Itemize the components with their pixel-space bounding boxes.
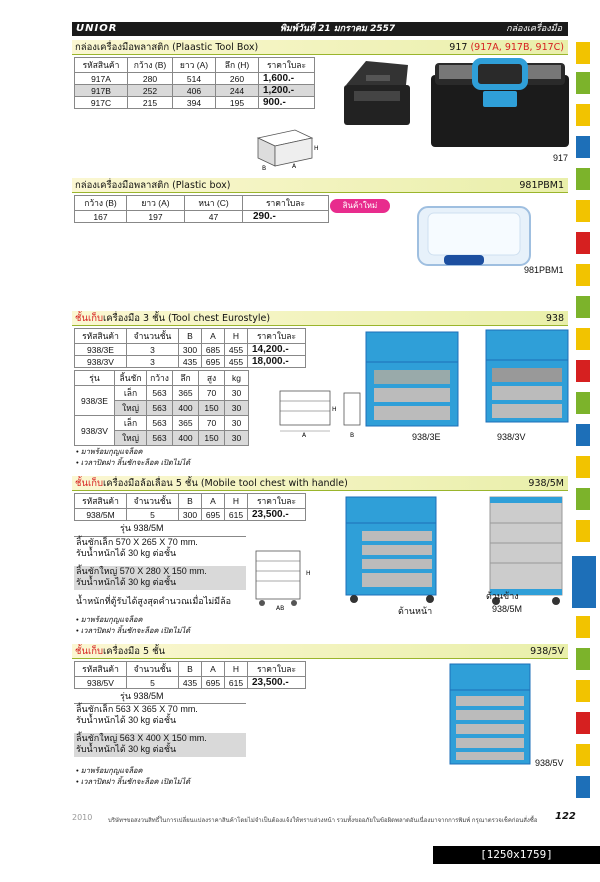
mobile-chest-front-image <box>338 493 450 605</box>
cell: ใหญ่ <box>115 401 147 416</box>
cell: 260 <box>216 73 259 85</box>
image-label: ด้านหน้า <box>398 606 433 616</box>
side-tab-active[interactable] <box>572 556 596 608</box>
spec-line: ลิ้นชักเล็ก 570 X 265 X 70 mm. <box>76 537 198 547</box>
cell: 938/5V <box>75 677 127 689</box>
watermark: [1250x1759] http://upic.me/ <box>433 846 600 864</box>
cell: 30 <box>225 416 249 431</box>
table-row <box>75 356 306 368</box>
price-cell: 1,600.- <box>259 73 315 85</box>
cell: 300 <box>179 509 202 521</box>
col-header: B <box>179 662 202 677</box>
spec-block <box>74 733 246 757</box>
cell: 215 <box>128 97 173 109</box>
cell: 685 <box>202 344 225 356</box>
note-text: เวลาปิดฝา ลิ้นชักจะล็อค เปิดไม่ได้ <box>80 626 191 635</box>
cell: 917B <box>75 85 128 97</box>
note: • มาพร้อมกุญแจล็อค <box>76 615 143 624</box>
section-title-highlight: ชั้นเก็บ <box>75 478 103 489</box>
cell: 400 <box>173 401 199 416</box>
col-header: รหัสสินค้า <box>75 662 127 677</box>
cell: 938/3V <box>75 416 115 446</box>
cell: 938/3V <box>75 356 127 368</box>
side-tab[interactable] <box>576 520 590 542</box>
cell: 406 <box>173 85 216 97</box>
cell: 70 <box>199 416 225 431</box>
col-header: B <box>179 329 202 344</box>
section-title: เครื่องมือ 3 ชั้น (Tool chest Eurostyle) <box>102 313 271 324</box>
cell: 455 <box>225 344 248 356</box>
spec-block <box>74 703 246 727</box>
cell: เล็ก <box>115 386 147 401</box>
price-cell: 900.- <box>259 97 315 109</box>
svg-text:H: H <box>314 145 319 152</box>
cell: เล็ก <box>115 416 147 431</box>
note: • เวลาปิดฝา ลิ้นชักจะล็อค เปิดไม่ได้ <box>76 458 191 467</box>
section-917-header <box>72 40 568 55</box>
image-label: ด้านข้าง <box>486 591 519 601</box>
cell: 365 <box>173 416 199 431</box>
image-label: 981PBM1 <box>524 265 564 275</box>
cell: 563 <box>147 416 173 431</box>
table-row <box>75 344 306 356</box>
side-tab[interactable] <box>576 392 590 414</box>
cell: 938/3E <box>75 344 127 356</box>
cell: 563 <box>147 386 173 401</box>
svg-text:H: H <box>306 570 311 577</box>
side-tab[interactable] <box>576 232 590 254</box>
cell: 563 <box>147 401 173 416</box>
cell: 30 <box>225 386 249 401</box>
price-cell: 1,200.- <box>259 85 315 97</box>
side-tab[interactable] <box>576 424 590 446</box>
col-header: ราคาใบละ <box>248 329 306 344</box>
toolbox-917-image <box>425 55 575 155</box>
col-header: รหัสสินค้า <box>75 329 127 344</box>
section-title: กล่องเครื่องมือพลาสติก (Plaastic Tool Box) <box>75 42 259 53</box>
col-header: A <box>202 329 225 344</box>
col-header: ราคาใบละ <box>248 662 306 677</box>
open-toolbox-image <box>336 55 418 133</box>
side-tab[interactable] <box>576 648 590 670</box>
col-header: กว้าง (B) <box>75 196 127 211</box>
cell: 3 <box>127 356 179 368</box>
image-label: 938/5M <box>492 604 523 614</box>
side-tab[interactable] <box>576 136 590 158</box>
section-code: 938/5M <box>528 478 564 489</box>
section-938-header <box>72 311 568 326</box>
cell: 30 <box>225 431 249 446</box>
section-code: 938/5V <box>530 646 564 657</box>
col-header: ลึก (H) <box>216 58 259 73</box>
col-header: กว้าง (B) <box>128 58 173 73</box>
price-cell: 23,500.- <box>248 509 306 521</box>
svg-text:A: A <box>292 163 297 170</box>
cell: 695 <box>202 509 225 521</box>
side-tab[interactable] <box>576 488 590 510</box>
spec-block <box>74 566 246 590</box>
col-header: B <box>179 494 202 509</box>
section-981pbm1-header <box>72 178 568 193</box>
page-header <box>72 22 568 36</box>
tool-chest-938-3v-image <box>478 328 576 428</box>
cell: 70 <box>199 386 225 401</box>
note: • เวลาปิดฝา ลิ้นชักจะล็อค เปิดไม่ได้ <box>76 626 191 635</box>
spec-line: น้ำหนักที่ตู้รับได้สูงสุดคำนวณเมื่อไม่มีล้อ <box>76 596 232 606</box>
side-tab[interactable] <box>576 744 590 766</box>
side-tab[interactable] <box>576 296 590 318</box>
side-tab[interactable] <box>576 616 590 638</box>
cell: 938/5M <box>75 509 127 521</box>
side-tabs <box>576 0 600 864</box>
cell: 197 <box>127 211 185 223</box>
side-tab[interactable] <box>576 42 590 64</box>
col-header: หนา (C) <box>185 196 243 211</box>
brand-logo: UNIOR <box>76 23 118 34</box>
svg-text:B: B <box>350 432 355 439</box>
side-tab[interactable] <box>576 776 590 798</box>
col-header: A <box>202 662 225 677</box>
plastic-box-image <box>410 197 538 277</box>
cell: 150 <box>199 431 225 446</box>
model-label: รุ่น 938/5M <box>120 691 164 701</box>
col-header: ราคาใบละ <box>248 494 306 509</box>
new-product-badge: สินค้าใหม่ <box>330 199 390 213</box>
cell: 917C <box>75 97 128 109</box>
cell: 615 <box>225 677 248 689</box>
page-number: 122 <box>555 811 576 822</box>
category-title: กล่องเครื่องมือ <box>506 24 562 34</box>
toolbox-diagram <box>250 118 320 172</box>
spec-line: ลิ้นชักเล็ก 563 X 365 X 70 mm. <box>76 704 198 714</box>
col-header: ราคาใบละ <box>259 58 315 73</box>
table-row <box>75 416 249 431</box>
section-938-5v-header <box>72 644 568 659</box>
spec-line: รับน้ำหนักได้ 30 kg ต่อชั้น <box>76 577 177 587</box>
col-header: ราคาใบละ <box>243 196 329 211</box>
spec-block <box>74 536 246 560</box>
section-title-highlight: ชั้นเก็บ <box>75 313 103 324</box>
side-tab[interactable] <box>576 328 590 350</box>
image-label: 938/3E <box>412 432 441 442</box>
cell: 252 <box>128 85 173 97</box>
spec-line: ลิ้นชักใหญ่ 563 X 400 X 150 mm. <box>76 733 207 743</box>
col-header: กว้าง <box>147 371 173 386</box>
section-code: 938 <box>545 313 564 324</box>
side-tab[interactable] <box>576 680 590 702</box>
cell: 280 <box>128 73 173 85</box>
cell: 150 <box>199 401 225 416</box>
svg-text:AB: AB <box>276 605 285 611</box>
cell: 394 <box>173 97 216 109</box>
side-tab[interactable] <box>576 264 590 286</box>
table-938-5m <box>74 493 306 521</box>
col-header: ยาว (A) <box>173 58 216 73</box>
cell: 167 <box>75 211 127 223</box>
col-header: ยาว (A) <box>127 196 185 211</box>
cell: 695 <box>202 677 225 689</box>
tool-chest-938-5v-image <box>444 660 536 768</box>
table-row <box>75 85 315 97</box>
col-header: A <box>202 494 225 509</box>
side-tab[interactable] <box>576 104 590 126</box>
cell: 400 <box>173 431 199 446</box>
cell: 3 <box>127 344 179 356</box>
table-row <box>75 73 315 85</box>
price-cell: 18,000.- <box>248 356 306 368</box>
cell: 615 <box>225 509 248 521</box>
col-header: kg <box>225 371 249 386</box>
model-label: รุ่น 938/5M <box>120 523 164 533</box>
svg-text:H: H <box>332 406 337 413</box>
image-label: 938/5V <box>535 758 564 768</box>
chest-dimension-diagram <box>272 385 368 445</box>
cell: 30 <box>225 401 249 416</box>
cell: 695 <box>202 356 225 368</box>
svg-text:A: A <box>302 432 307 439</box>
cell: 938/3E <box>75 386 115 416</box>
side-tab[interactable] <box>576 456 590 478</box>
cell: 5 <box>127 509 179 521</box>
col-header: ลิ้นชัก <box>115 371 147 386</box>
image-label: 938/3V <box>497 432 526 442</box>
image-label: 917 <box>553 153 569 163</box>
note: • เวลาปิดฝา ลิ้นชักจะล็อค เปิดไม่ได้ <box>76 777 191 786</box>
col-header: รหัสสินค้า <box>75 494 127 509</box>
col-header: รหัสสินค้า <box>75 58 128 73</box>
section-title: เครื่องมือล้อเลื่อน 5 ชั้น (Mobile tool chest with handle) <box>102 478 348 489</box>
side-tab[interactable] <box>576 72 590 94</box>
col-header: จำนวนชั้น <box>127 662 179 677</box>
spec-line: ลิ้นชักใหญ่ 570 X 280 X 150 mm. <box>76 566 207 576</box>
note-text: มาพร้อมกุญแจล็อค <box>80 447 143 456</box>
mobile-chest-diagram <box>252 547 322 611</box>
price-cell: 23,500.- <box>248 677 306 689</box>
col-header: จำนวนชั้น <box>127 494 179 509</box>
cell: ใหญ่ <box>115 431 147 446</box>
cell: 365 <box>173 386 199 401</box>
col-header: สูง <box>199 371 225 386</box>
note-text: เวลาปิดฝา ลิ้นชักจะล็อค เปิดไม่ได้ <box>80 777 191 786</box>
side-tab[interactable] <box>576 200 590 222</box>
col-header: รุ่น <box>75 371 115 386</box>
note-text: มาพร้อมกุญแจล็อค <box>80 615 143 624</box>
side-tab[interactable] <box>576 360 590 382</box>
cell: 244 <box>216 85 259 97</box>
cell: 917A <box>75 73 128 85</box>
side-tab[interactable] <box>576 712 590 734</box>
section-938-5m-header <box>72 476 568 491</box>
section-code: 917 (917A, 917B, 917C) <box>449 42 564 53</box>
table-917 <box>74 57 315 109</box>
table-938-drawers <box>74 370 249 446</box>
price-cell: 14,200.- <box>248 344 306 356</box>
footer-disclaimer: บริษัทฯขอสงวนสิทธิ์ในการเปลี่ยนแปลงราคาสินค้าโดยไม่จำเป็นต้องแจ้งให้ทราบล่วงหน้า รวมทั้งขออภัยในข้อผิดพลาดอันเนื่องมาจากการพิมพ์ กรุณาตรวจเช็คก่อนสั่งซื้อ <box>108 818 538 824</box>
cell: 47 <box>185 211 243 223</box>
spec-line: รับน้ำหนักได้ 30 kg ต่อชั้น <box>76 548 177 558</box>
col-header: H <box>225 662 248 677</box>
cell: 195 <box>216 97 259 109</box>
section-title-highlight: ชั้นเก็บ <box>75 646 103 657</box>
price-cell: 290.- <box>243 211 329 223</box>
spec-line: รับน้ำหนักได้ 30 kg ต่อชั้น <box>76 715 177 725</box>
note: • มาพร้อมกุญแจล็อค <box>76 766 143 775</box>
cell: 300 <box>179 344 202 356</box>
table-981pbm1 <box>74 195 329 223</box>
table-938-5v <box>74 661 306 689</box>
section-title: กล่องเครื่องมือพลาสติก (Plastic box) <box>75 180 231 191</box>
svg-text:B: B <box>262 165 267 172</box>
col-header: จำนวนชั้น <box>127 329 179 344</box>
section-code: 981PBM1 <box>519 180 564 191</box>
cell: 514 <box>173 73 216 85</box>
side-tab[interactable] <box>576 168 590 190</box>
table-row <box>75 211 329 223</box>
note-text: เวลาปิดฝา ลิ้นชักจะล็อค เปิดไม่ได้ <box>80 458 191 467</box>
table-row <box>75 97 315 109</box>
cell: 455 <box>225 356 248 368</box>
cell: 563 <box>147 431 173 446</box>
table-938 <box>74 328 306 368</box>
cell: 5 <box>127 677 179 689</box>
print-date: พิมพ์วันที่ 21 มกราคม 2557 <box>280 24 396 34</box>
table-row <box>75 509 306 521</box>
note-text: มาพร้อมกุญแจล็อค <box>80 766 143 775</box>
cell: 435 <box>179 677 202 689</box>
col-header: H <box>225 494 248 509</box>
tool-chest-938-3e-image <box>360 328 464 432</box>
col-header: H <box>225 329 248 344</box>
cell: 435 <box>179 356 202 368</box>
footer-year: 2010 <box>72 813 93 822</box>
spec-line: รับน้ำหนักได้ 30 kg ต่อชั้น <box>76 744 177 754</box>
section-title: เครื่องมือ 5 ชั้น <box>102 646 166 657</box>
table-row <box>75 386 249 401</box>
table-row <box>75 677 306 689</box>
note: • มาพร้อมกุญแจล็อค <box>76 447 143 456</box>
col-header: ลึก <box>173 371 199 386</box>
